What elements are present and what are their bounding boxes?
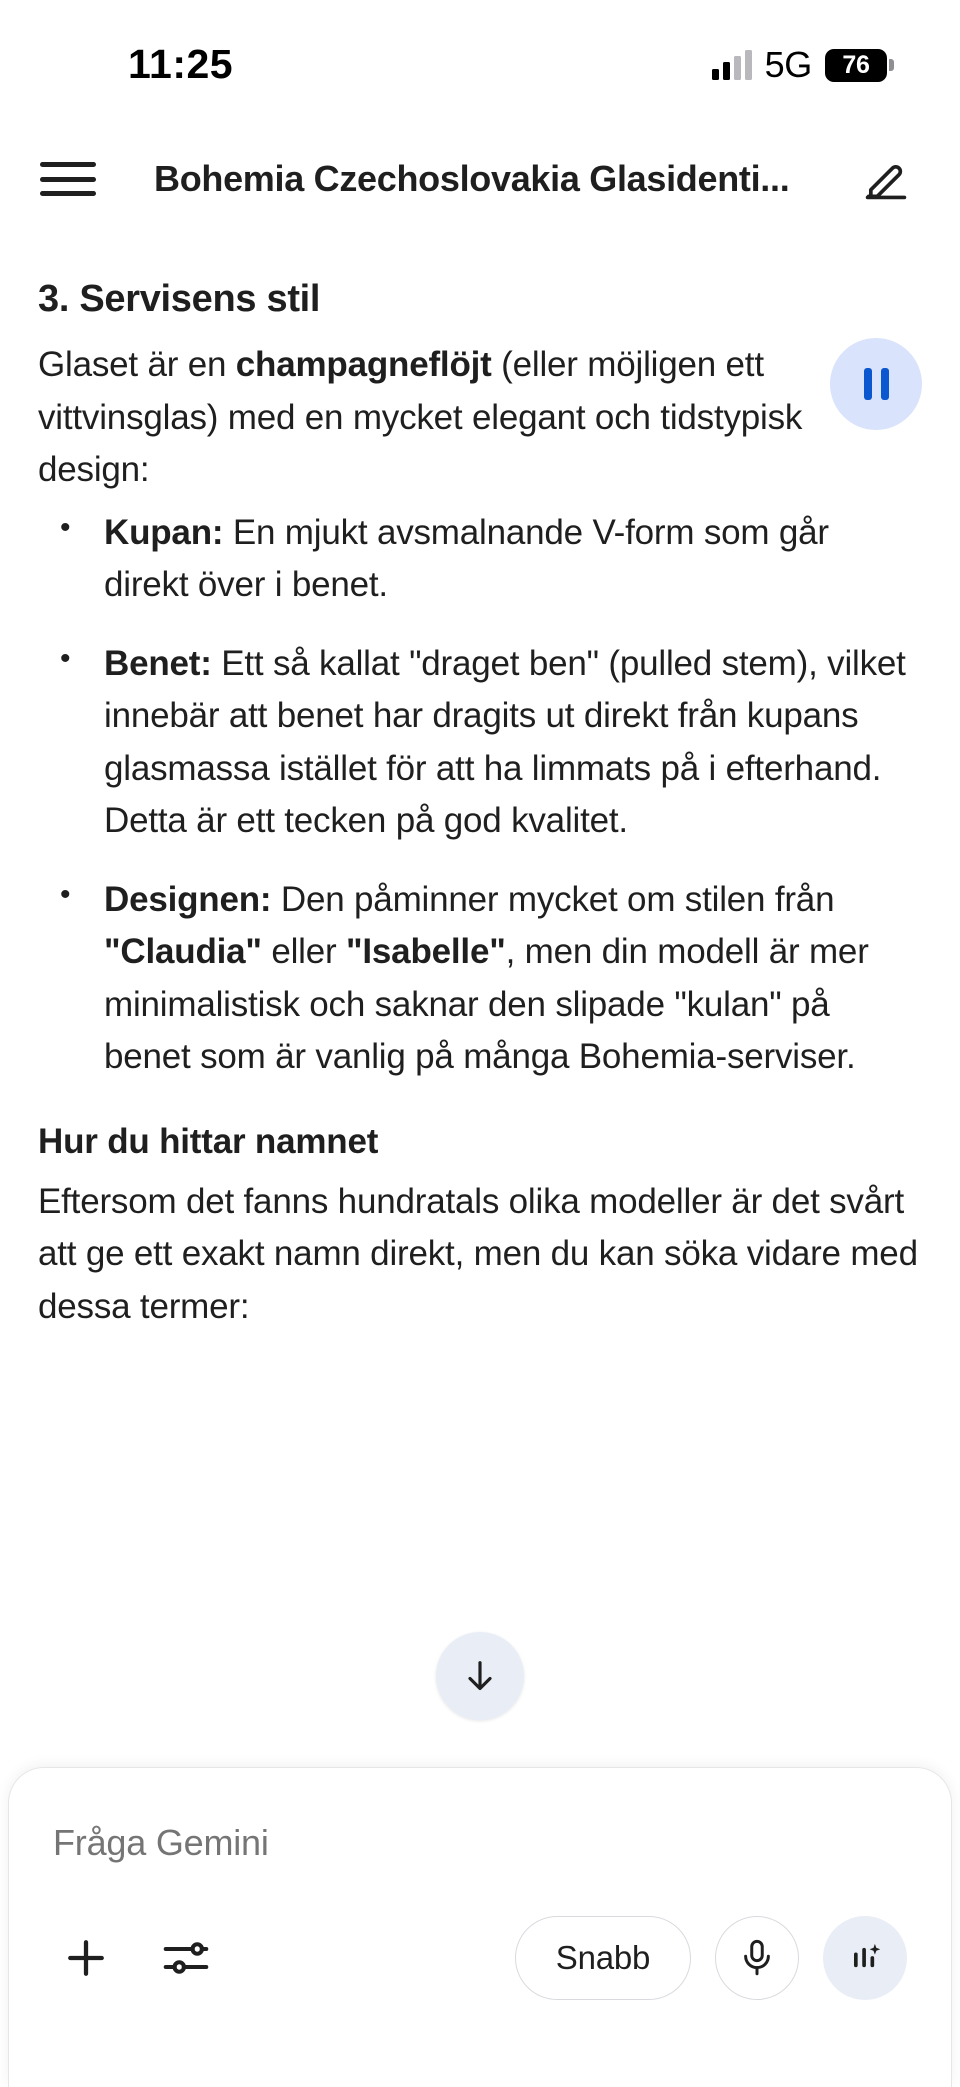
closing-paragraph: Eftersom det fanns hundratals olika modeller är det svårt att ge ett exakt namn direkt, men du kan söka vidare med dessa termer: (38, 1181, 918, 1326)
bullet-bold-2: "Isabelle" (346, 932, 506, 971)
composer-bar (8, 1767, 952, 2087)
response-content (0, 238, 960, 1333)
gemini-live-icon (843, 1936, 887, 1980)
composer-right-actions (515, 1916, 907, 2000)
bullet-label: Benet: (104, 643, 212, 683)
bullet-text-1: Den påminner mycket om stilen från (271, 879, 835, 919)
hamburger-menu-icon[interactable] (40, 157, 96, 201)
cellular-signal-icon (712, 50, 752, 80)
composer-actions (53, 1916, 907, 2000)
microphone-icon (736, 1937, 778, 1979)
microphone-button[interactable] (715, 1916, 799, 2000)
network-type-label: 5G (764, 44, 812, 85)
list-item (38, 874, 922, 1084)
pause-icon (864, 368, 872, 400)
gemini-live-button[interactable] (823, 1916, 907, 2000)
battery-icon (825, 49, 894, 82)
bullet-text-3: , men din modell är mer minimalistisk och saknar den slipade "kulan" på benet som är vanlig på många Bohemia-serviser. (104, 932, 869, 1076)
intro-paragraph (38, 339, 922, 497)
list-item (38, 638, 922, 848)
bullet-text: Ett så kallat "draget ben" (pulled stem), vilket innebär att benet har dragits ut direkt från kupans glasmassa istället för att ha limmats på i efterhand. Detta är ett tecken på god kvalitet. (104, 643, 906, 840)
tools-button[interactable] (153, 1925, 219, 1991)
tune-icon (159, 1931, 213, 1985)
bullet-label: Kupan: (104, 512, 224, 552)
status-bar (0, 0, 960, 120)
bullet-text-2: eller (261, 932, 346, 971)
intro-text-1: Glaset är en (38, 345, 236, 384)
status-indicators (712, 44, 894, 86)
sub-heading: Hur du hittar namnet (38, 1121, 379, 1161)
arrow-down-icon (460, 1656, 500, 1696)
model-mode-chip[interactable]: Snabb (515, 1916, 691, 2000)
bullet-bold-1: "Claudia" (104, 932, 262, 971)
bullet-text: En mjukt avsmalnande V-form som går direkt över i benet. (104, 512, 829, 604)
section-heading: 3. Servisens stil (38, 278, 321, 320)
scroll-to-bottom-button[interactable] (436, 1632, 524, 1720)
add-attachment-button[interactable] (53, 1925, 119, 1991)
battery-percent: 76 (842, 50, 870, 79)
prompt-input[interactable] (53, 1822, 907, 1864)
bullet-label: Designen: (104, 879, 272, 919)
status-time: 11:25 (128, 40, 234, 87)
list-item (38, 507, 922, 612)
bullet-list (38, 507, 922, 1084)
app-bar (0, 120, 960, 238)
compose-icon[interactable] (860, 153, 912, 205)
intro-text-2: (eller möjligen ett vittvinsglas) med en mycket elegant och tidstypisk design: (38, 345, 803, 489)
intro-bold-term: champagneflöjt (235, 345, 492, 384)
page-title: Bohemia Czechoslovakia Glasidenti... (154, 158, 790, 199)
pause-playback-button[interactable] (830, 338, 922, 430)
plus-icon (59, 1931, 113, 1985)
